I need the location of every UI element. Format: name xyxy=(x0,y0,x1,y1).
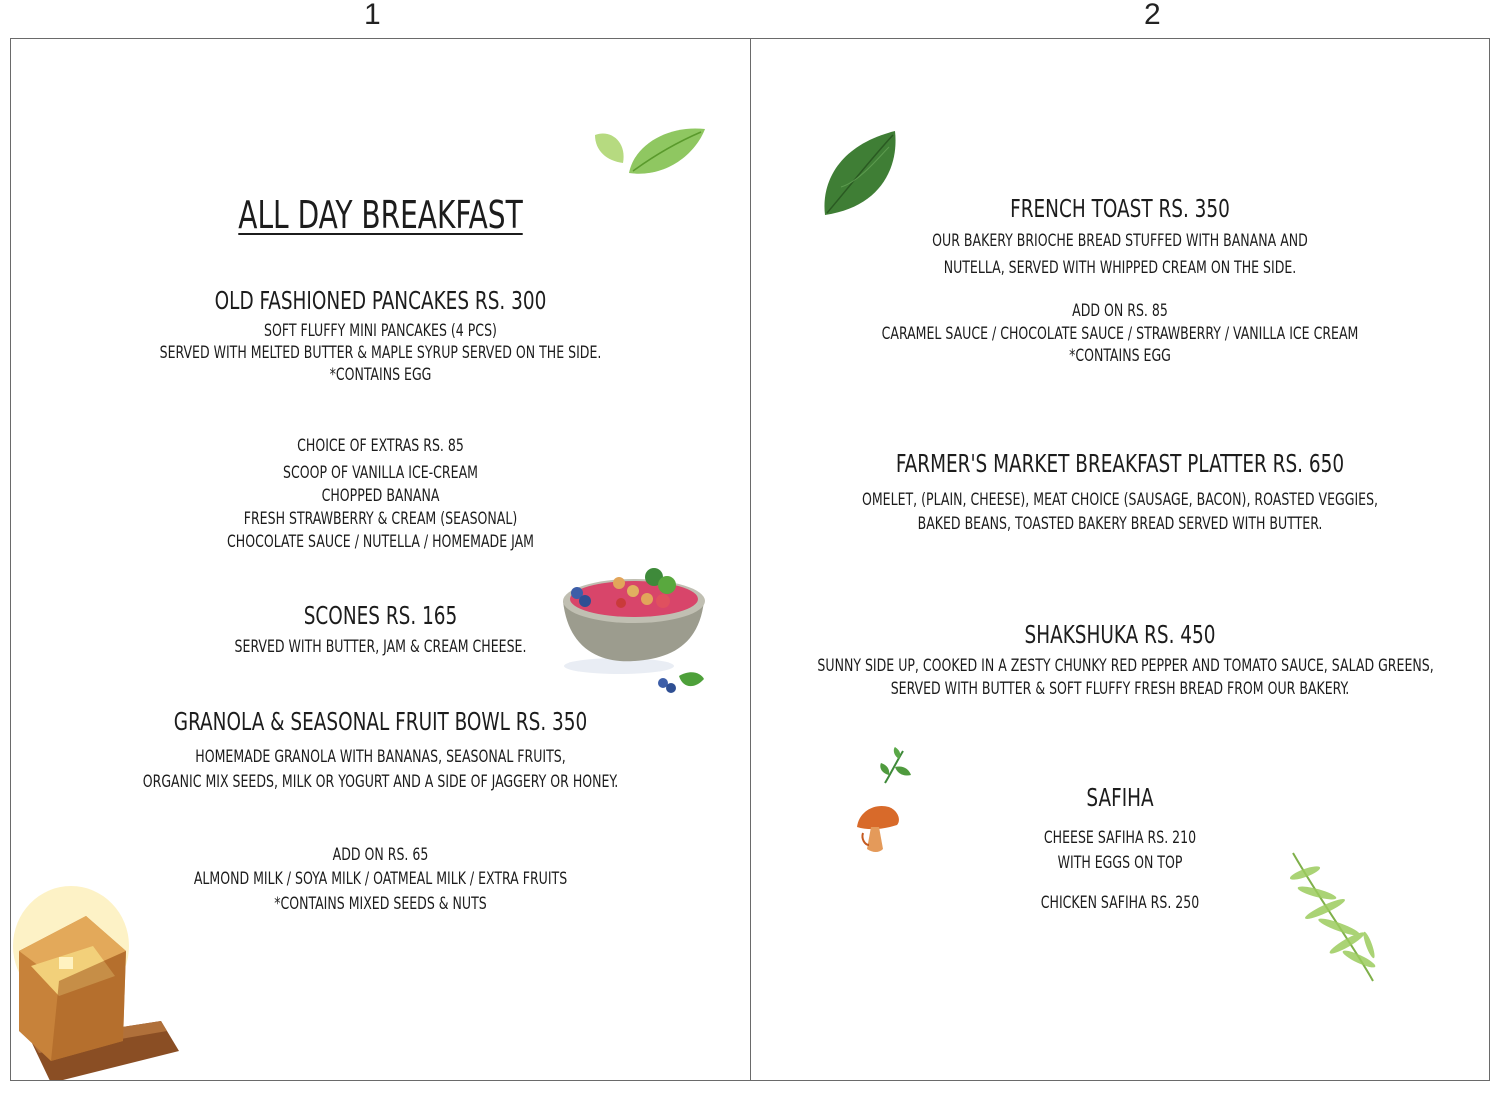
french-addon-heading: ADD ON RS. 85 xyxy=(1072,301,1168,321)
pancakes-heading: OLD FASHIONED PANCAKES RS. 300 xyxy=(214,286,547,315)
scones-line: SERVED WITH BUTTER, JAM & CREAM CHEESE. xyxy=(234,637,527,657)
platter-heading: FARMER'S MARKET BREAKFAST PLATTER RS. 650 xyxy=(895,449,1345,478)
shakshuka-heading: SHAKSHUKA RS. 450 xyxy=(1024,620,1216,649)
leaf-illustration xyxy=(585,123,715,183)
extras-heading: CHOICE OF EXTRAS RS. 85 xyxy=(297,436,464,456)
menu-page-left xyxy=(10,38,751,1081)
safiha-heading: SAFIHA xyxy=(1086,783,1154,812)
granola-line: HOMEMADE GRANOLA WITH BANANAS, SEASONAL FRUITS, xyxy=(195,747,566,767)
granola-addon-heading: ADD ON RS. 65 xyxy=(332,845,429,865)
menu-page-right xyxy=(750,38,1490,1081)
french-toast-line: NUTELLA, SERVED WITH WHIPPED CREAM ON THE SIDE. xyxy=(943,258,1297,278)
extras-line: SCOOP OF VANILLA ICE-CREAM xyxy=(283,463,478,483)
granola-line: ORGANIC MIX SEEDS, MILK OR YOGURT AND A SIDE OF JAGGERY OR HONEY. xyxy=(142,772,619,792)
page-number-2: 2 xyxy=(1144,0,1161,31)
french-toast-heading: FRENCH TOAST RS. 350 xyxy=(1010,194,1230,223)
rosemary-illustration xyxy=(1283,845,1393,985)
french-addon-line: CARAMEL SAUCE / CHOCOLATE SAUCE / STRAWBERRY / VANILLA ICE CREAM xyxy=(881,324,1359,344)
pancakes-line: SERVED WITH MELTED BUTTER & MAPLE SYRUP SERVED ON THE SIDE. xyxy=(159,343,602,363)
granola-addon-line: ALMOND MILK / SOYA MILK / OATMEAL MILK / EXTRA FRUITS xyxy=(193,869,568,889)
granola-addon-line: *CONTAINS MIXED SEEDS & NUTS xyxy=(274,894,487,914)
shakshuka-line: SUNNY SIDE UP, COOKED IN A ZESTY CHUNKY RED PEPPER AND TOMATO SAUCE, SALAD GREENS, xyxy=(817,656,1434,676)
safiha-line: CHICKEN SAFIHA RS. 250 xyxy=(1040,893,1200,913)
safiha-line: WITH EGGS ON TOP xyxy=(1057,853,1183,873)
extras-line: CHOCOLATE SAUCE / NUTELLA / HOMEMADE JAM xyxy=(227,532,534,552)
fruit-bowl-illustration xyxy=(559,561,709,709)
pancakes-line: *CONTAINS EGG xyxy=(329,365,432,385)
french-addon-line: *CONTAINS EGG xyxy=(1069,346,1171,366)
toast-illustration xyxy=(11,871,183,1081)
scones-heading: SCONES RS. 165 xyxy=(303,601,458,630)
extras-line: CHOPPED BANANA xyxy=(321,486,440,506)
platter-line: OMELET, (PLAIN, CHEESE), MEAT CHOICE (SAUSAGE, BACON), ROASTED VEGGIES, xyxy=(861,490,1379,510)
french-toast-line: OUR BAKERY BRIOCHE BREAD STUFFED WITH BANANA AND xyxy=(932,231,1308,251)
extras-line: FRESH STRAWBERRY & CREAM (SEASONAL) xyxy=(243,509,518,529)
pancakes-line: SOFT FLUFFY MINI PANCAKES (4 PCS) xyxy=(264,321,497,341)
shakshuka-line: SERVED WITH BUTTER & SOFT FLUFFY FRESH BREAD FROM OUR BAKERY. xyxy=(890,679,1350,699)
menu-title: ALL DAY BREAKFAST xyxy=(238,193,523,237)
platter-line: BAKED BEANS, TOASTED BAKERY BREAD SERVED WITH BUTTER. xyxy=(917,514,1323,534)
page-number-1: 1 xyxy=(364,0,381,31)
granola-heading: GRANOLA & SEASONAL FRUIT BOWL RS. 350 xyxy=(173,707,588,736)
herb-sprig-illustration xyxy=(877,747,915,787)
safiha-line: CHEESE SAFIHA RS. 210 xyxy=(1043,828,1197,848)
